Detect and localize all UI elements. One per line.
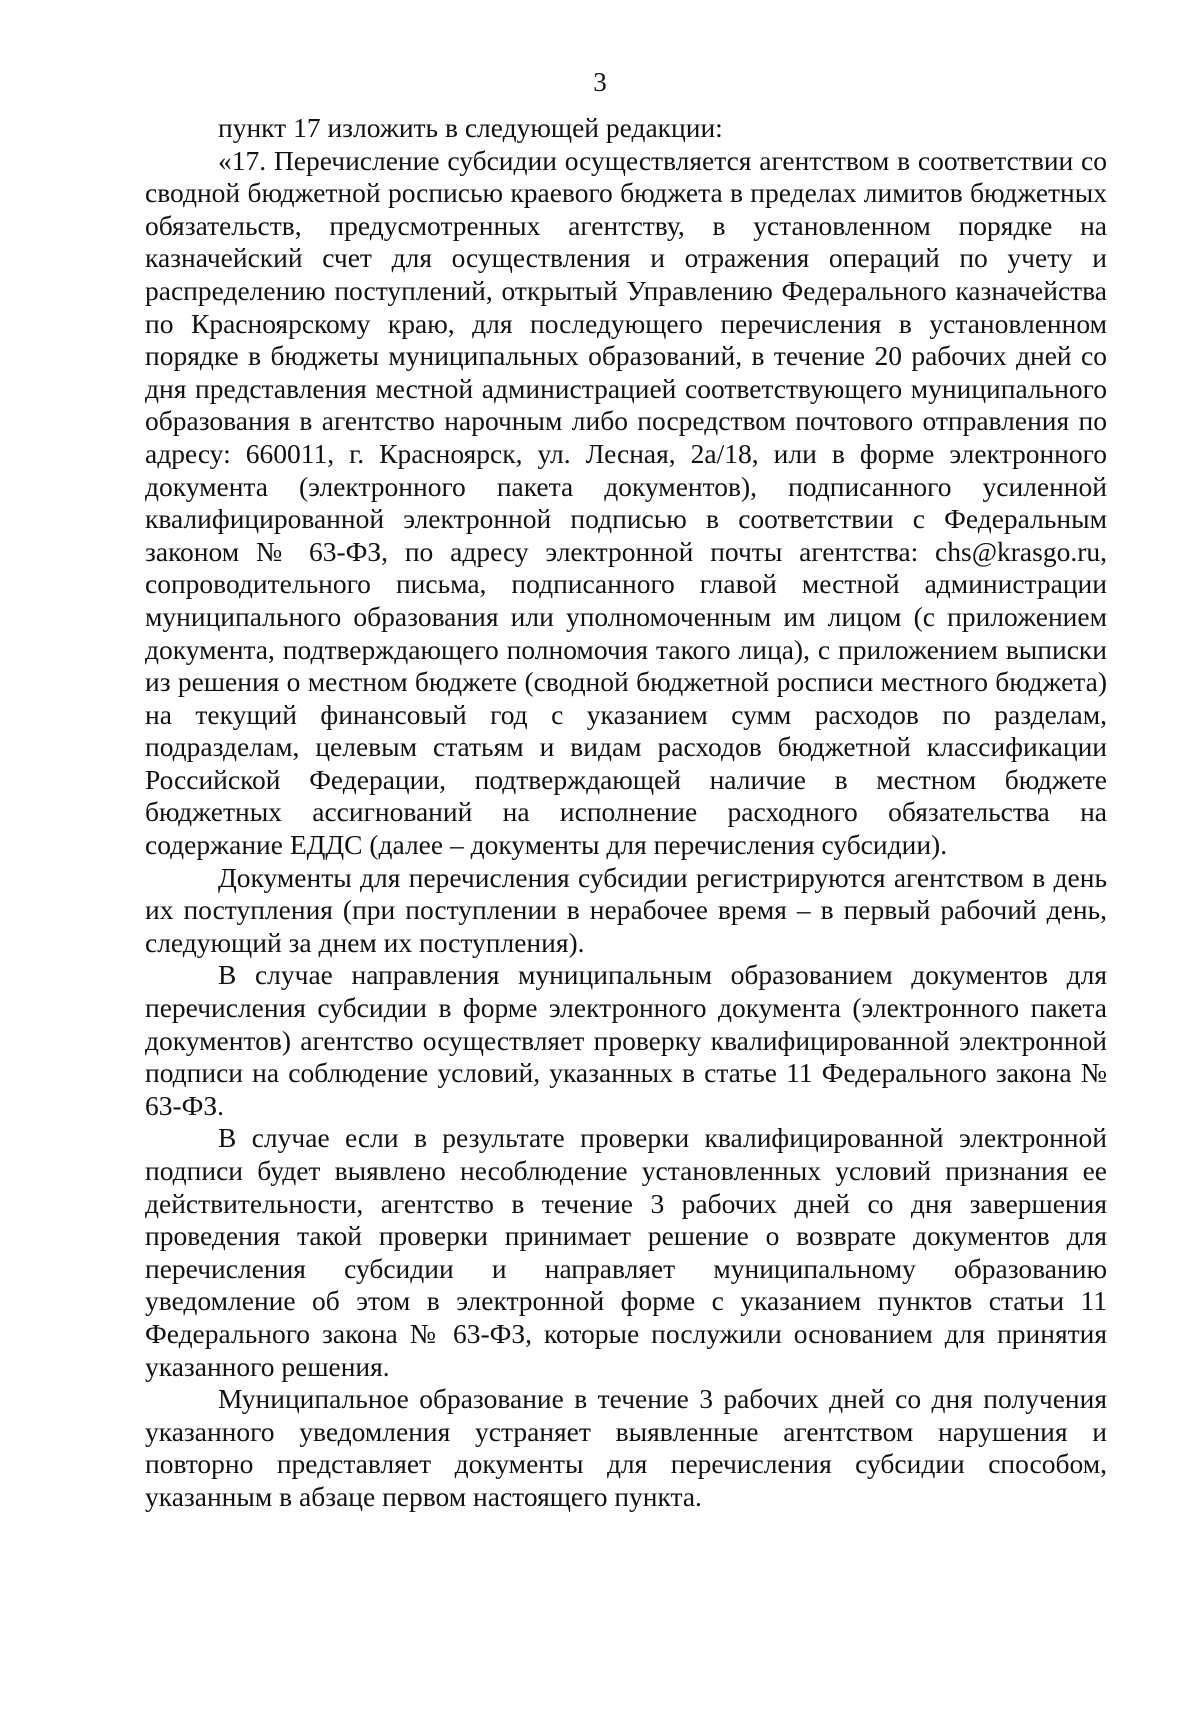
paragraph-resubmission: Муниципальное образование в течение 3 рабочих дней со дня получения указанного уведомления устраняет выявленные агентством нарушения и повторно представляет документы для перечисления субсидии способом, указанным в абзаце первом настоящего пункта. (145, 1383, 1107, 1512)
document-body (145, 112, 1107, 1514)
paragraph-document-registration: Документы для перечисления субсидии регистрируются агентством в день их поступления (при поступлении в нерабочее время – в первый рабочий день, следующий за днем их поступления). (145, 861, 1107, 958)
paragraph-amendment-intro: пункт 17 изложить в следующей редакции: (218, 112, 723, 143)
page-number: 3 (593, 67, 607, 97)
paragraph-signature-noncompliance: В случае если в результате проверки квалифицированной электронной подписи будет выявлено несоблюдение установленных условий признания ее действительности, агентство в течение 3 рабочих дней со дня завершения проведения такой проверки принимает решение о возврате документов для перечисления субсидии и направляет муниципальному образованию уведомление об этом в электронной форме с указанием пунктов статьи 11 Федерального закона № 63-ФЗ, которые послужили основанием для принятия указанного решения. (145, 1122, 1107, 1382)
paragraph-electronic-signature-check: В случае направления муниципальным образованием документов для перечисления субсидии в форме электронного документа (электронного пакета документов) агентство осуществляет проверку квалифицированной электронной подписи на соблюдение условий, указанных в статье 11 Федерального закона № 63-ФЗ. (145, 959, 1107, 1121)
paragraph-clause-17-transfer: «17. Перечисление субсидии осуществляется агентством в соответствии со сводной бюджетной росписью краевого бюджета в пределах лимитов бюджетных обязательств, предусмотренных агентству, в установленном порядке на казначейский счет для осуществления и отражения операций по учету и распределению поступлений, открытый Управлению Федерального казначейства по Красноярскому краю, для последующего перечисления в установленном порядке в бюджеты муниципальных образований, в течение 20 рабочих дней со дня представления местной администрацией соответствующего муниципального образования в агентство нарочным либо посредством почтового отправления по адресу: 660011, г. Красноярск, ул. Лесная, 2а/18, или в форме электронного документа (электронного пакета документов), подписанного усиленной квалифицированной электронной подписью в соответствии с Федеральным законом № 63-ФЗ, по адресу электронной почты агентства: chs@krasgo.ru, сопроводительного письма, подписанного главой местной администрации муниципального образования или уполномоченным им лицом (с приложением документа, подтверждающего полномочия такого лица), с приложением выписки из решения о местном бюджете (сводной бюджетной росписи местного бюджета) на текущий финансовый год с указанием сумм расходов по разделам, подразделам, целевым статьям и видам расходов бюджетной классификации Российской Федерации, подтверждающей наличие в местном бюджете бюджетных ассигнований на исполнение расходного обязательства на содержание ЕДДС (далее – документы для перечисления субсидии). (145, 144, 1107, 861)
